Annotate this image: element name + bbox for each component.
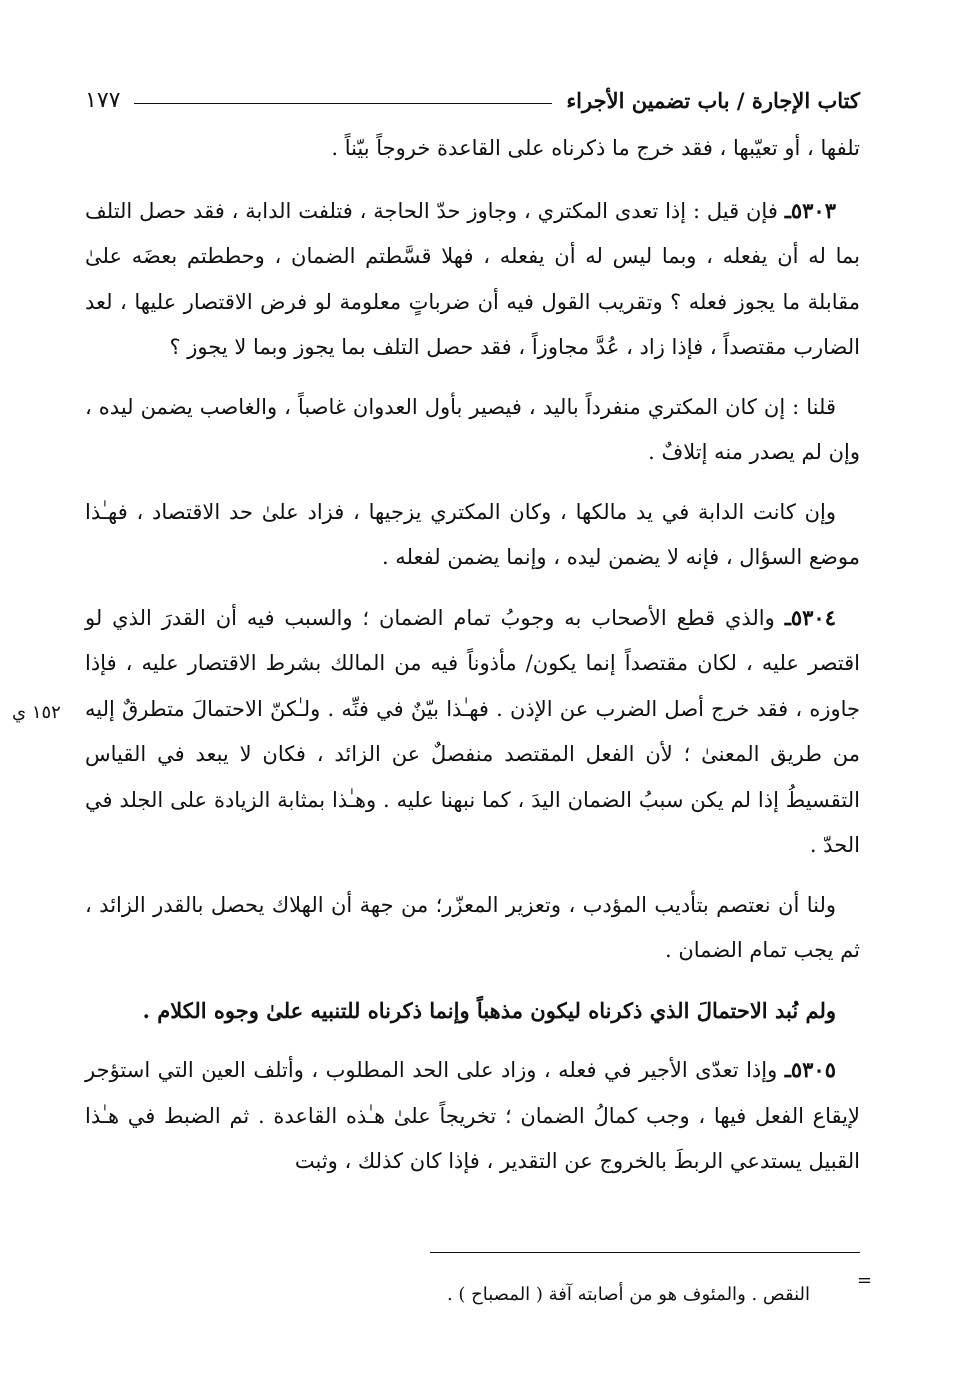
header-title: كتاب الإجارة / باب تضمين الأجراء [566, 87, 860, 113]
page-body [85, 126, 860, 1199]
paragraph-number: ٥٣٠٥ـ [784, 1057, 836, 1082]
footnote-continuation-mark: = [857, 1270, 873, 1291]
paragraph-text: تلفها ، أو تعيّبها ، فقد خرج ما ذكرناه على القاعدة خروجاً بيّناً . [331, 136, 860, 160]
footnote-rule [430, 1252, 860, 1253]
paragraph-5304 [85, 595, 860, 869]
paragraph-number: ٥٣٠٣ـ [784, 197, 836, 223]
footnote-text: النقص . والمئوف هو من أصابته آفة ( المصباح ) . [446, 1284, 810, 1305]
paragraph-5305 [85, 1047, 860, 1185]
paragraph-bold-note [85, 988, 860, 1034]
paragraph-case [85, 490, 860, 581]
paragraph-answer [85, 385, 860, 476]
paragraph-text: والذي قطع الأصحاب به وجوبُ تمام الضمان ؛ والسبب فيه أن القدرَ الذي لو اقتصر عليه ، لكان مقتصداً إنما يكون/ مأذوناً فيه من المالك بشرط الاقتصار عليه ، فإذا جاوزه ، فقد خرج أصل الضرب عن الإذن . فهـٰذا بيّنٌ في فنِّه . ولـٰكنّ الاحتمالَ متطرقٌ إليه من طريق المعنىٰ ؛ لأن الفعل المقتصد منفصلٌ عن الزائد ، فكان لا يبعد في القياس التقسيطُ إذا لم يكن سببُ الضمان اليدَ ، كما نبهنا عليه . وهـٰذا بمثابة الزيادة على الجلد في الحدّ . [85, 605, 860, 857]
paragraph-number: ٥٣٠٤ـ [784, 604, 836, 630]
paragraph-text: فإن قيل : إذا تعدى المكتري ، وجاوز حدّ الحاجة ، فتلفت الدابة ، فقد حصل التلف بما له أن يفعله ، وبما ليس له أن يفعله ، فهلا قسَّطتم الضمان ، وحططتم بعضَه علىٰ مقابلة ما يجوز فعله ؟ وتقريب القول فيه أن ضرباتٍ معلومة لو فرض الاقتصار عليها ، لعد الضارب مقتصداً ، فإذا زاد ، عُدَّ مجاوزاً ، فقد حصل التلف بما يجوز وبما لا يجوز ؟ [85, 198, 860, 359]
paragraph-5303 [85, 188, 860, 371]
manuscript-margin-note: ١٥٢ ي [12, 702, 61, 723]
page-number: ١٧٧ [85, 87, 121, 113]
paragraph-continuation [85, 126, 860, 172]
paragraph-text: ولنا أن نعتصم بتأديب المؤدب ، وتعزير المعزّر؛ من جهة أن الهلاك يحصل بالقدر الزائد ، ثم يجب تمام الضمان . [85, 892, 860, 962]
header-rule [134, 103, 552, 104]
paragraph-text: قلنا : إن كان المكتري منفرداً باليد ، فيصير بأول العدوان غاصباً ، والغاصب يضمن ليده ، وإن لم يصدر منه إتلافٌ . [85, 394, 860, 464]
paragraph-text: وإذا تعدّى الأجير في فعله ، وزاد على الحد المطلوب ، وأتلف العين التي استؤجر لإيقاع الفعل فيها ، وجب كمالُ الضمان ؛ تخريجاً علىٰ هـٰذه القاعدة . ثم الضبط في هـٰذا القبيل يستدعي الربطَ بالخروج عن التقدير ، فإذا كان كذلك ، وثبت [85, 1058, 860, 1173]
running-header [85, 80, 860, 120]
paragraph-text: وإن كانت الدابة في يد مالكها ، وكان المكتري يزجيها ، فزاد علىٰ حد الاقتصاد ، فهـٰذا موضع السؤال ، فإنه لا يضمن ليده ، وإنما يضمن لفعله . [85, 499, 860, 569]
paragraph-argument [85, 883, 860, 974]
paragraph-text: ولم نُبد الاحتمالَ الذي ذكرناه ليكون مذهباً وإنما ذكرناه للتنبيه علىٰ وجوه الكلام . [142, 997, 836, 1023]
